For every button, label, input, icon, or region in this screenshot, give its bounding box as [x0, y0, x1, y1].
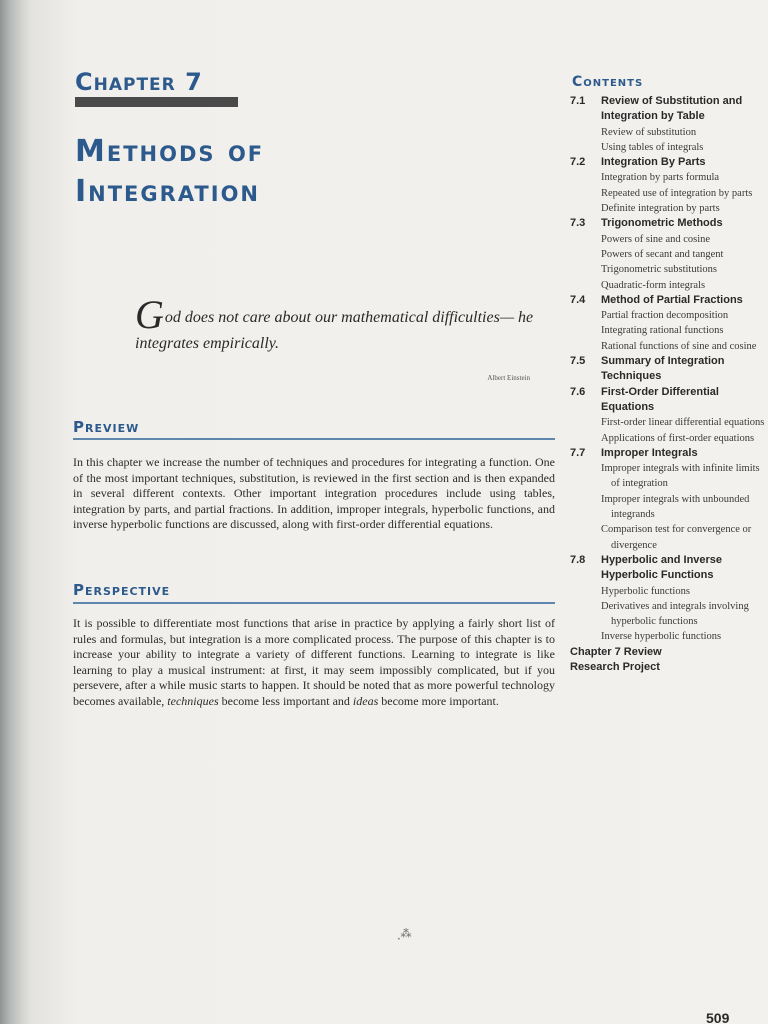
perspective-paragraph [73, 616, 555, 709]
toc-subsection: Derivatives and integrals involving hyperbolic functions [601, 600, 749, 628]
preview-heading: Preview [73, 418, 140, 436]
toc-section-title: Improper Integrals [601, 446, 698, 459]
toc-extra-item: Research Project [570, 660, 660, 673]
toc-section-title: Hyperbolic and Inverse Hyperbolic Functions [601, 553, 723, 582]
perspective-emphasis-techniques: techniques [167, 693, 219, 708]
toc-section-number: 7.7 [570, 446, 586, 459]
epigraph-dropcap: G [135, 292, 164, 337]
toc-section [570, 94, 765, 155]
perspective-emphasis-ideas: ideas [352, 693, 379, 708]
toc-subsection: Improper integrals with unbounded integrands [601, 493, 750, 521]
toc-subsection: Powers of secant and tangent [601, 248, 724, 260]
table-of-contents [570, 94, 765, 675]
toc-section [570, 385, 765, 446]
toc-subsection: Improper integrals with infinite limits of integration [601, 463, 760, 490]
epigraph-quote [135, 292, 535, 357]
page-number: 509 [706, 1010, 730, 1024]
toc-subsection: Partial fraction decomposition [601, 310, 729, 322]
toc-section-title: Summary of Integration Techniques [601, 355, 725, 383]
toc-section-number: 7.8 [570, 553, 586, 566]
preview-paragraph: In this chapter we increase the number of techniques and procedures for integrating a function. One of the most important techniques, substitution, is reviewed in the first section and is then expanded in several different contexts. Other important integration procedures include using tables, integration by parts, and partial fractions. In addition, improper integrals, hyperbolic functions, and inverse hyperbolic functions are discussed, along with first-order differential equations. [73, 455, 555, 531]
toc-section [570, 354, 765, 385]
toc-section-number: 7.6 [570, 385, 586, 398]
toc-section-title: Method of Partial Fractions [601, 293, 743, 306]
toc-subsection: Applications of first-order equations [601, 432, 755, 444]
perspective-heading: Perspective [73, 581, 171, 599]
toc-section-title: Trigonometric Methods [601, 217, 723, 230]
toc-subsection: Integrating rational functions [601, 325, 724, 337]
toc-section [570, 155, 765, 216]
toc-section-title: First-Order Differential Equations [601, 385, 719, 413]
toc-section-number: 7.3 [570, 217, 586, 230]
toc-subsection: Review of substitution [601, 126, 697, 138]
toc-section [570, 293, 765, 354]
toc-subsection: Quadratic-form integrals [601, 279, 706, 291]
toc-subsection: First-order linear differential equations [601, 417, 765, 429]
toc-section-number: 7.2 [570, 156, 586, 169]
toc-section-number: 7.5 [570, 355, 586, 368]
book-spine-shadow [0, 0, 34, 1024]
toc-subsection: Hyperbolic functions [601, 585, 690, 597]
epigraph-author: Albert Einstein [487, 374, 530, 382]
toc-subsection: Comparison test for convergence or divergence [601, 524, 752, 551]
toc-subsection: Inverse hyperbolic functions [601, 631, 722, 643]
perspective-text-after: become more important. [378, 693, 499, 708]
toc-subsection: Powers of sine and cosine [601, 233, 711, 245]
perspective-text-before: It is possible to differentiate most functions that arise in practice by applying a fairly short list of rules and formulas, but integration is a more complicated process. The purpose of this chapter is to increase your ability to integrate a variety of different functions. Learning to integrate is like learning to play a musical instrument: at first, it may seem impossibly complicated, but if you persevere, after a while music starts to happen. It should be noted that as more powerful technology becomes available, [73, 616, 555, 708]
toc-subsection: Integration by parts formula [601, 172, 720, 184]
perspective-rule [73, 602, 555, 604]
epigraph-text: od does not care about our mathematical difficulties— he integrates empirically. [135, 309, 534, 352]
print-smudge: ⸼⁂ [398, 928, 412, 940]
toc-section-number: 7.4 [570, 293, 586, 306]
toc-subsection: Using tables of integrals [601, 141, 704, 153]
chapter-bar [75, 97, 238, 107]
toc-subsection: Definite integration by parts [601, 203, 720, 215]
toc-subsection: Rational functions of sine and cosine [601, 340, 757, 352]
preview-rule [73, 438, 555, 440]
toc-section [570, 553, 765, 645]
toc-extra-item: Chapter 7 Review [570, 645, 662, 658]
toc-subsection: Repeated use of integration by parts [601, 187, 753, 199]
chapter-title: Methods of Integration [75, 134, 265, 209]
contents-heading: Contents [572, 74, 644, 90]
toc-section-title: Integration By Parts [601, 156, 706, 169]
toc-section-title: Review of Substitution and Integration by Table [601, 95, 743, 123]
toc-section [570, 216, 765, 292]
chapter-label: Chapter 7 [75, 68, 203, 96]
perspective-text-middle: become less important and [218, 693, 353, 708]
toc-section-number: 7.1 [570, 95, 586, 107]
toc-subsection: Trigonometric substitutions [601, 264, 717, 276]
toc-section [570, 446, 765, 553]
